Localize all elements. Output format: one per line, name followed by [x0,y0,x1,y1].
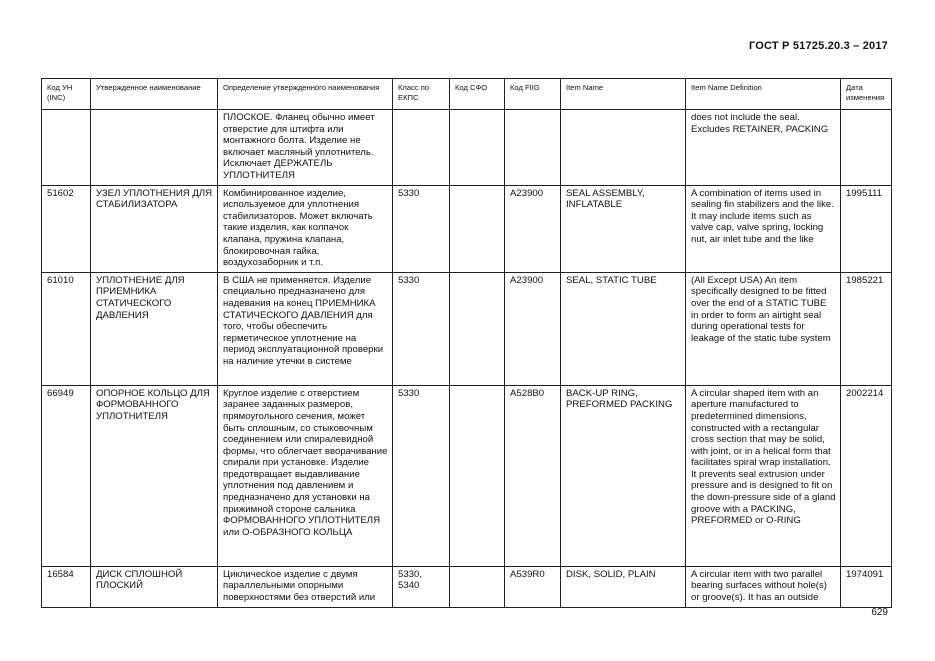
cell-name-ru [91,110,218,186]
cell-definition-en: (All Except USA) An item specifically designed to be fitted over the end of a STATIC TUBE in order to form an airtight seal during operational tests for leakage of the static tube system [686,272,841,385]
table-header-row [42,79,892,110]
cell-inc: 16584 [42,566,91,607]
cell-class: 5330 [393,272,450,385]
cell-name-ru: ДИСК СПЛОШНОЙ ПЛОСКИЙ [91,566,218,607]
cell-date: 1995111 [841,185,892,272]
cell-sfo [450,566,505,607]
cell-inc [42,110,91,186]
cell-date: 1974091 [841,566,892,607]
cell-sfo [450,110,505,186]
cell-sfo [450,185,505,272]
column-header-class: Класс по ЕКПС [393,79,450,110]
cell-fiig: A539R0 [505,566,561,607]
cell-inc: 66949 [42,385,91,566]
cell-definition-ru: ПЛОСКОЕ. Фланец обычно имеет отверстие для штифта или монтажного болта. Изделие не включает масляный уплотнитель. Исключает ДЕРЖАТЕЛЬ УПЛОТНИТЕЛЯ [218,110,393,186]
cell-date: 2002214 [841,385,892,566]
cell-fiig: A23900 [505,272,561,385]
column-header-definition-ru: Определение утвержденного наименования [218,79,393,110]
cell-inc: 61010 [42,272,91,385]
cell-sfo [450,385,505,566]
cell-definition-ru: Круглое изделие с отверстием заранее заданных размеров, прямоугольного сечения, может быть сплошным, со стыковочным соединением или спиралевидной формы, что облегчает вворачивание спирали при установке. Изделие предотвращает выдавливание уплотнения под давлением и предназначено для установки на прижимной стороне сальника ФОРМОВАННОГО УПЛОТНИТЕЛЯ или О-ОБРАЗНОГО КОЛЬЦА [218,385,393,566]
cell-date: 1985221 [841,272,892,385]
cell-name-ru: ОПОРНОЕ КОЛЬЦО ДЛЯ ФОРМОВАННОГО УПЛОТНИТЕЛЯ [91,385,218,566]
cell-class: 5330, 5340 [393,566,450,607]
cell-class: 5330 [393,385,450,566]
specification-table [41,78,892,608]
cell-fiig [505,110,561,186]
column-header-item-name: Item Name [561,79,686,110]
cell-item-name: DISK, SOLID, PLAIN [561,566,686,607]
cell-definition-ru: Цикличесkое изделие с двумя параллельными опорными поверхностями без отверстий или [218,566,393,607]
column-header-definition-en: Item Name Definition [686,79,841,110]
cell-class [393,110,450,186]
column-header-date: Дата изменения [841,79,892,110]
document-code: ГОСТ Р 51725.20.3 – 2017 [748,40,888,52]
column-header-inc: Код УН (INC) [42,79,91,110]
cell-definition-ru: Комбинированное изделие, используемое для уплотнения стабилизаторов. Может включать такие изделия, как колпачок клапана, пружина клапана, блокировочная гайка, воздухозаборник и т.п. [218,185,393,272]
table-row [42,385,892,566]
table-row [42,272,892,385]
cell-definition-en: A circular item with two parallel bearing surfaces without hole(s) or groove(s). It has an outside [686,566,841,607]
cell-definition-en: A circular shaped item with an aperture manufactured to predetermined dimensions, constructed with a rectangular cross section that may be solid, with joint, or in a helical form that facilitates spiral wrap installation. It prevents seal extrusion under pressure and is designed to fit on the down-pressure side of a gland groove with a PACKING, PREFORMED or O-RING [686,385,841,566]
cell-item-name: SEAL ASSEMBLY, INFLATABLE [561,185,686,272]
cell-fiig: A23900 [505,185,561,272]
page-number: 629 [871,607,888,618]
cell-item-name: SEAL, STATIC TUBE [561,272,686,385]
cell-definition-en: does not include the seal. Excludes RETAINER, PACKING [686,110,841,186]
cell-sfo [450,272,505,385]
column-header-name-ru: Утвержденное наименование [91,79,218,110]
cell-inc: 51602 [42,185,91,272]
cell-fiig: A528B0 [505,385,561,566]
table-row [42,185,892,272]
table-row [42,566,892,607]
column-header-sfo: Код СФО [450,79,505,110]
cell-item-name: BACK-UP RING, PREFORMED PACKING [561,385,686,566]
cell-definition-ru: В США не применяется. Изделие специально предназначено для надевания на конец ПРИЕМНИКА СТАТИЧЕСКОГО ДАВЛЕНИЯ для того, чтобы обеспечить герметическое уплотнение на период эксплуатационной проверки на наличие утечки в системе [218,272,393,385]
cell-item-name [561,110,686,186]
cell-definition-en: A combination of items used in sealing fin stabilizers and the like. It may include items such as valve cap, valve spring, locking nut, air inlet tube and the like [686,185,841,272]
column-header-fiig: Код FIIG [505,79,561,110]
table-row [42,110,892,186]
cell-date [841,110,892,186]
cell-name-ru: УПЛОТНЕНИЕ ДЛЯ ПРИЕМНИКА СТАТИЧЕСКОГО ДАВЛЕНИЯ [91,272,218,385]
cell-name-ru: УЗЕЛ УПЛОТНЕНИЯ ДЛЯ СТАБИЛИЗАТОРА [91,185,218,272]
cell-class: 5330 [393,185,450,272]
